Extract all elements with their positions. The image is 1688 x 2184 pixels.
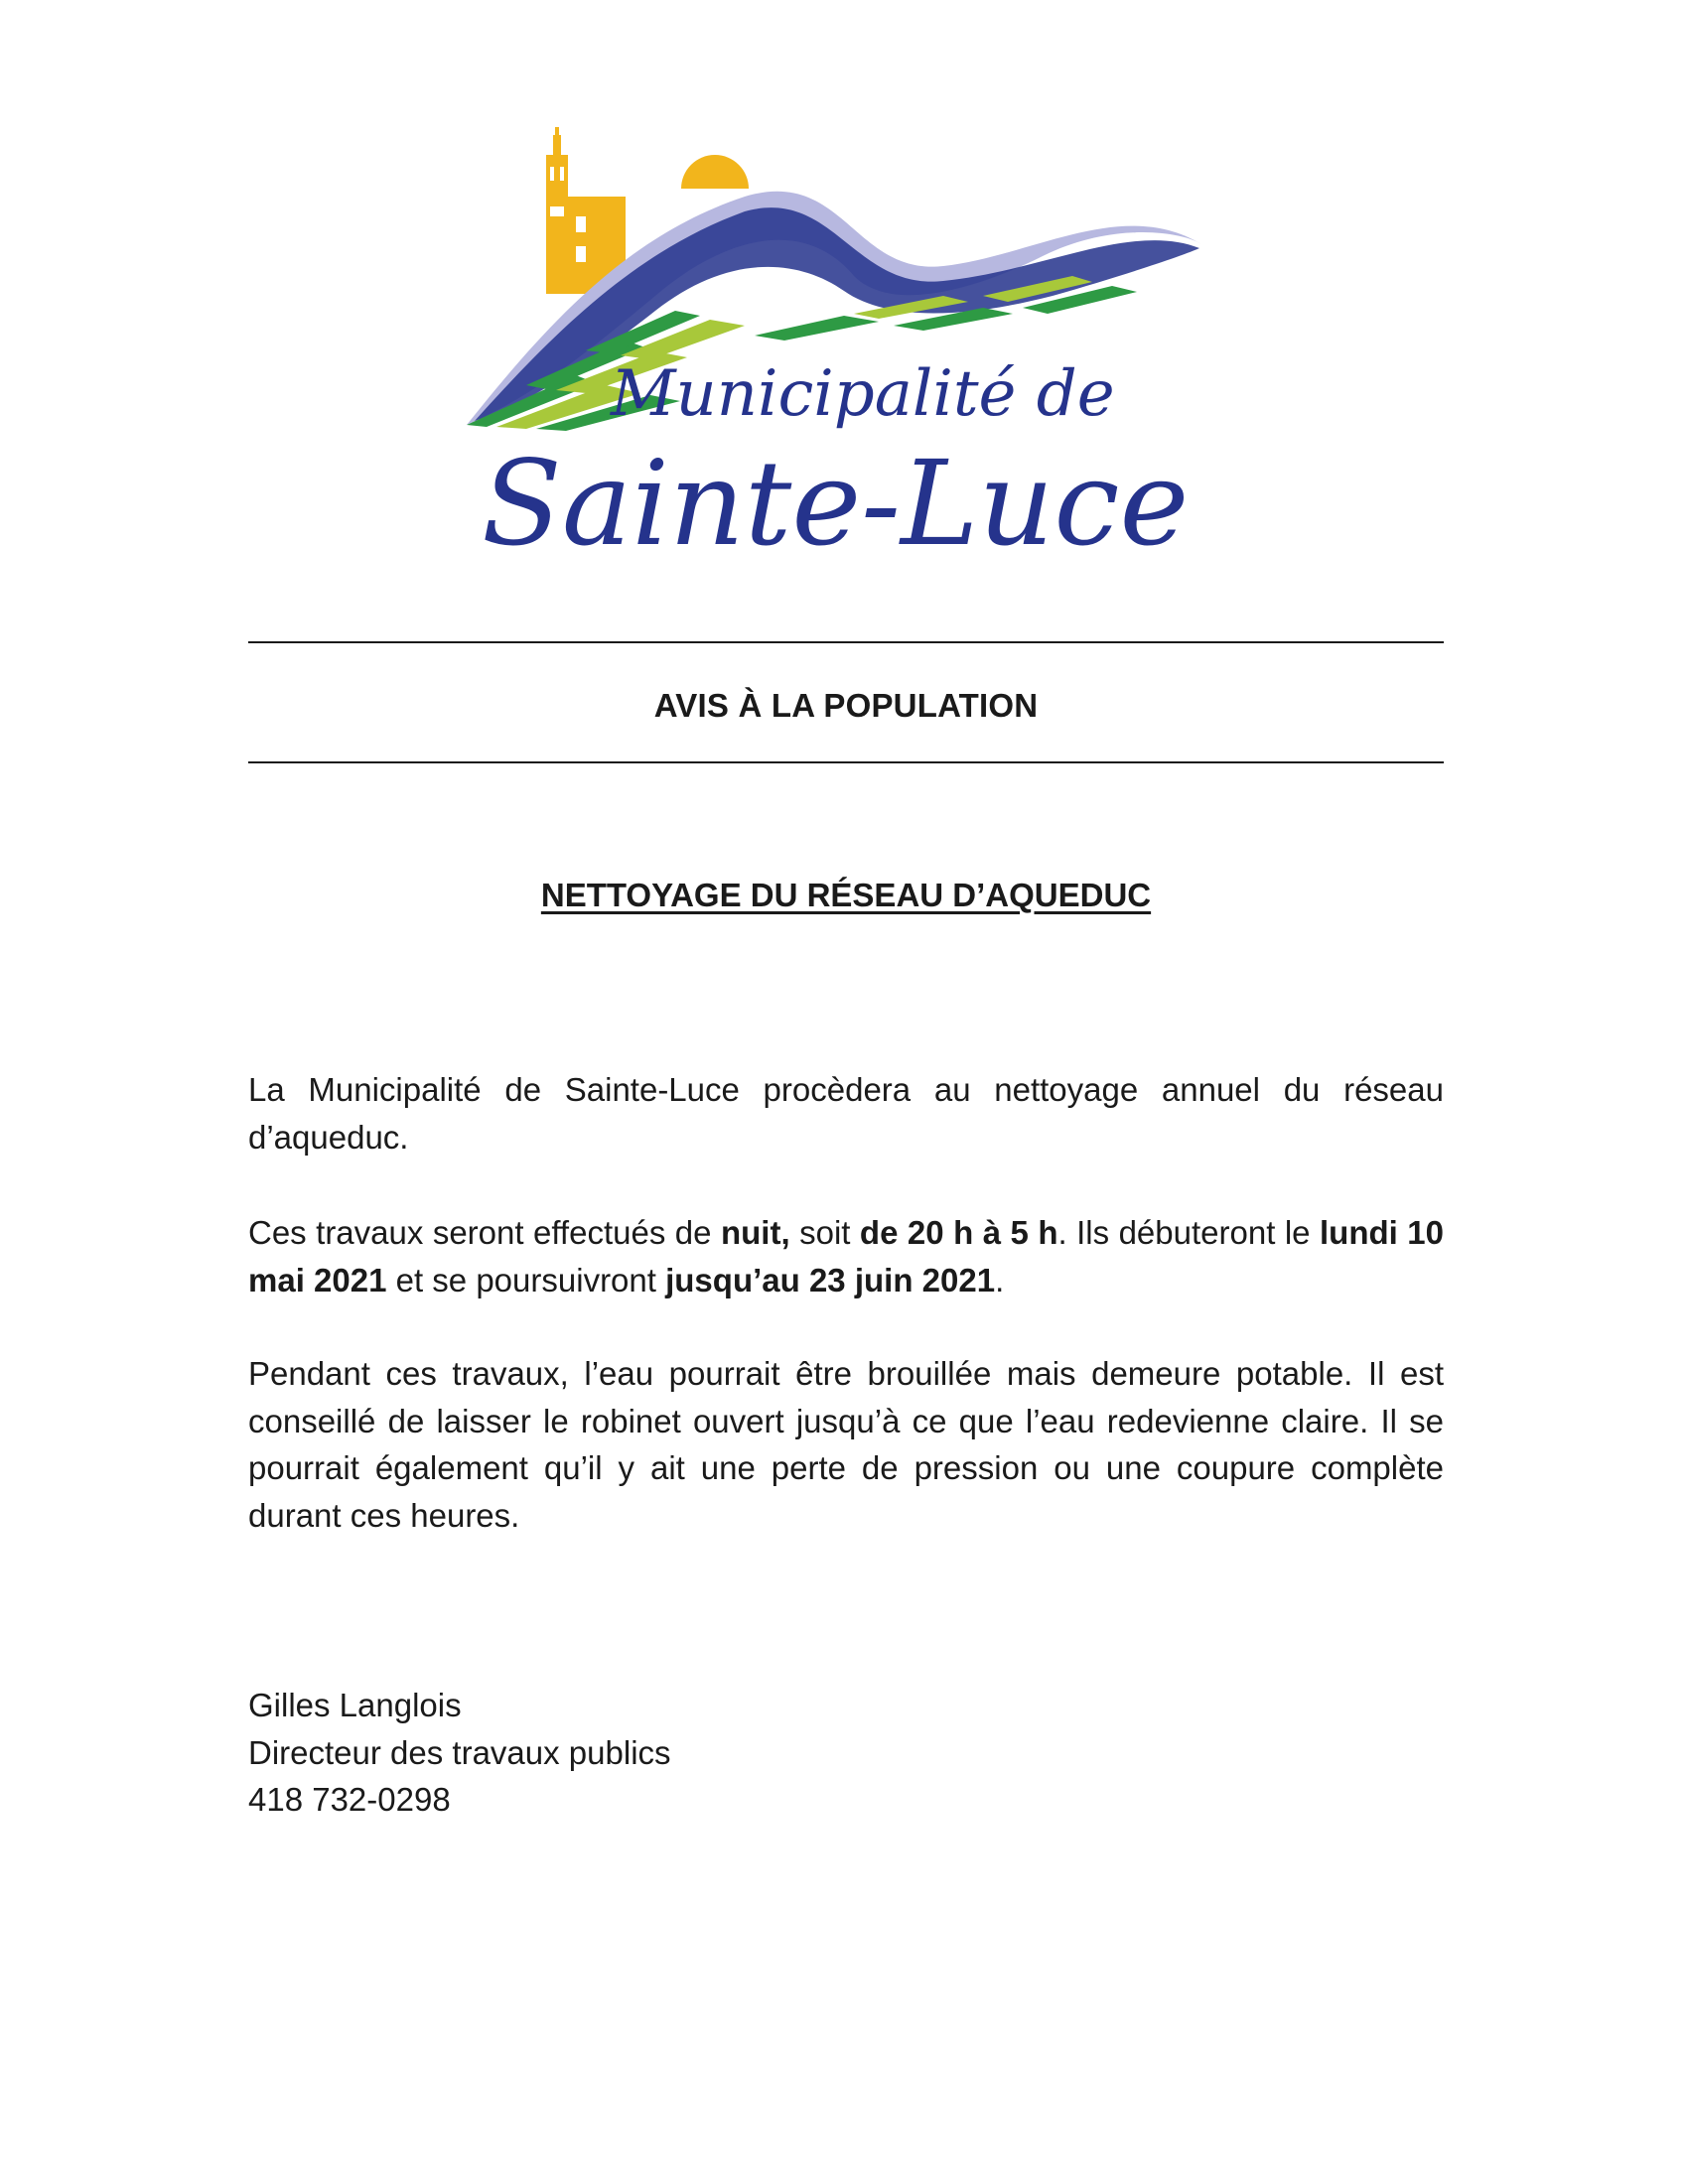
signature-role: Directeur des travaux publics [248, 1733, 671, 1771]
schedule-text-2: soit [789, 1214, 860, 1251]
schedule-start-date: lundi 10 mai 2021 [248, 1214, 1444, 1298]
municipality-logo [427, 127, 1211, 564]
schedule-text-3: . Ils débuteront le [1057, 1214, 1320, 1251]
signature-phone: 418 732-0298 [248, 1781, 451, 1818]
logo-line-2: Sainte-Luce [482, 435, 1190, 564]
schedule-hours: de 20 h à 5 h [859, 1214, 1058, 1251]
header-rule-top [248, 641, 1444, 643]
signature-name: Gilles Langlois [248, 1687, 462, 1723]
schedule-night: nuit, [720, 1214, 790, 1251]
church-tower-icon [546, 127, 626, 294]
schedule-text-1: Ces travaux seront effectués de [248, 1214, 721, 1251]
sun-icon [681, 155, 749, 189]
notice-subject: NETTOYAGE DU RÉSEAU D’AQUEDUC [540, 877, 1152, 913]
schedule-text-5: . [995, 1261, 1005, 1298]
logo-line-1: Municipalité de [611, 357, 1115, 431]
notice-title: AVIS À LA POPULATION [653, 687, 1039, 724]
paragraph-intro: La Municipalité de Sainte-Luce procèdera au nettoyage annuel du réseau d’aqueduc. [248, 1071, 1444, 1156]
paragraph-schedule [248, 1209, 1444, 1303]
signature-block [248, 1682, 671, 1824]
schedule-end-date: jusqu’au 23 juin 2021 [665, 1261, 996, 1298]
paragraph-advice: Pendant ces travaux, l’eau pourrait être brouillée mais demeure potable. Il est conseillé de laisser le robinet ouvert jusqu’à ce que l’eau redevienne claire. Il se pourrait également qu’il y ait une perte de pression ou une coupure complète durant ces heures. [248, 1355, 1444, 1534]
header-rule-bottom [248, 761, 1444, 763]
schedule-text-4: et se poursuivront [386, 1261, 666, 1298]
